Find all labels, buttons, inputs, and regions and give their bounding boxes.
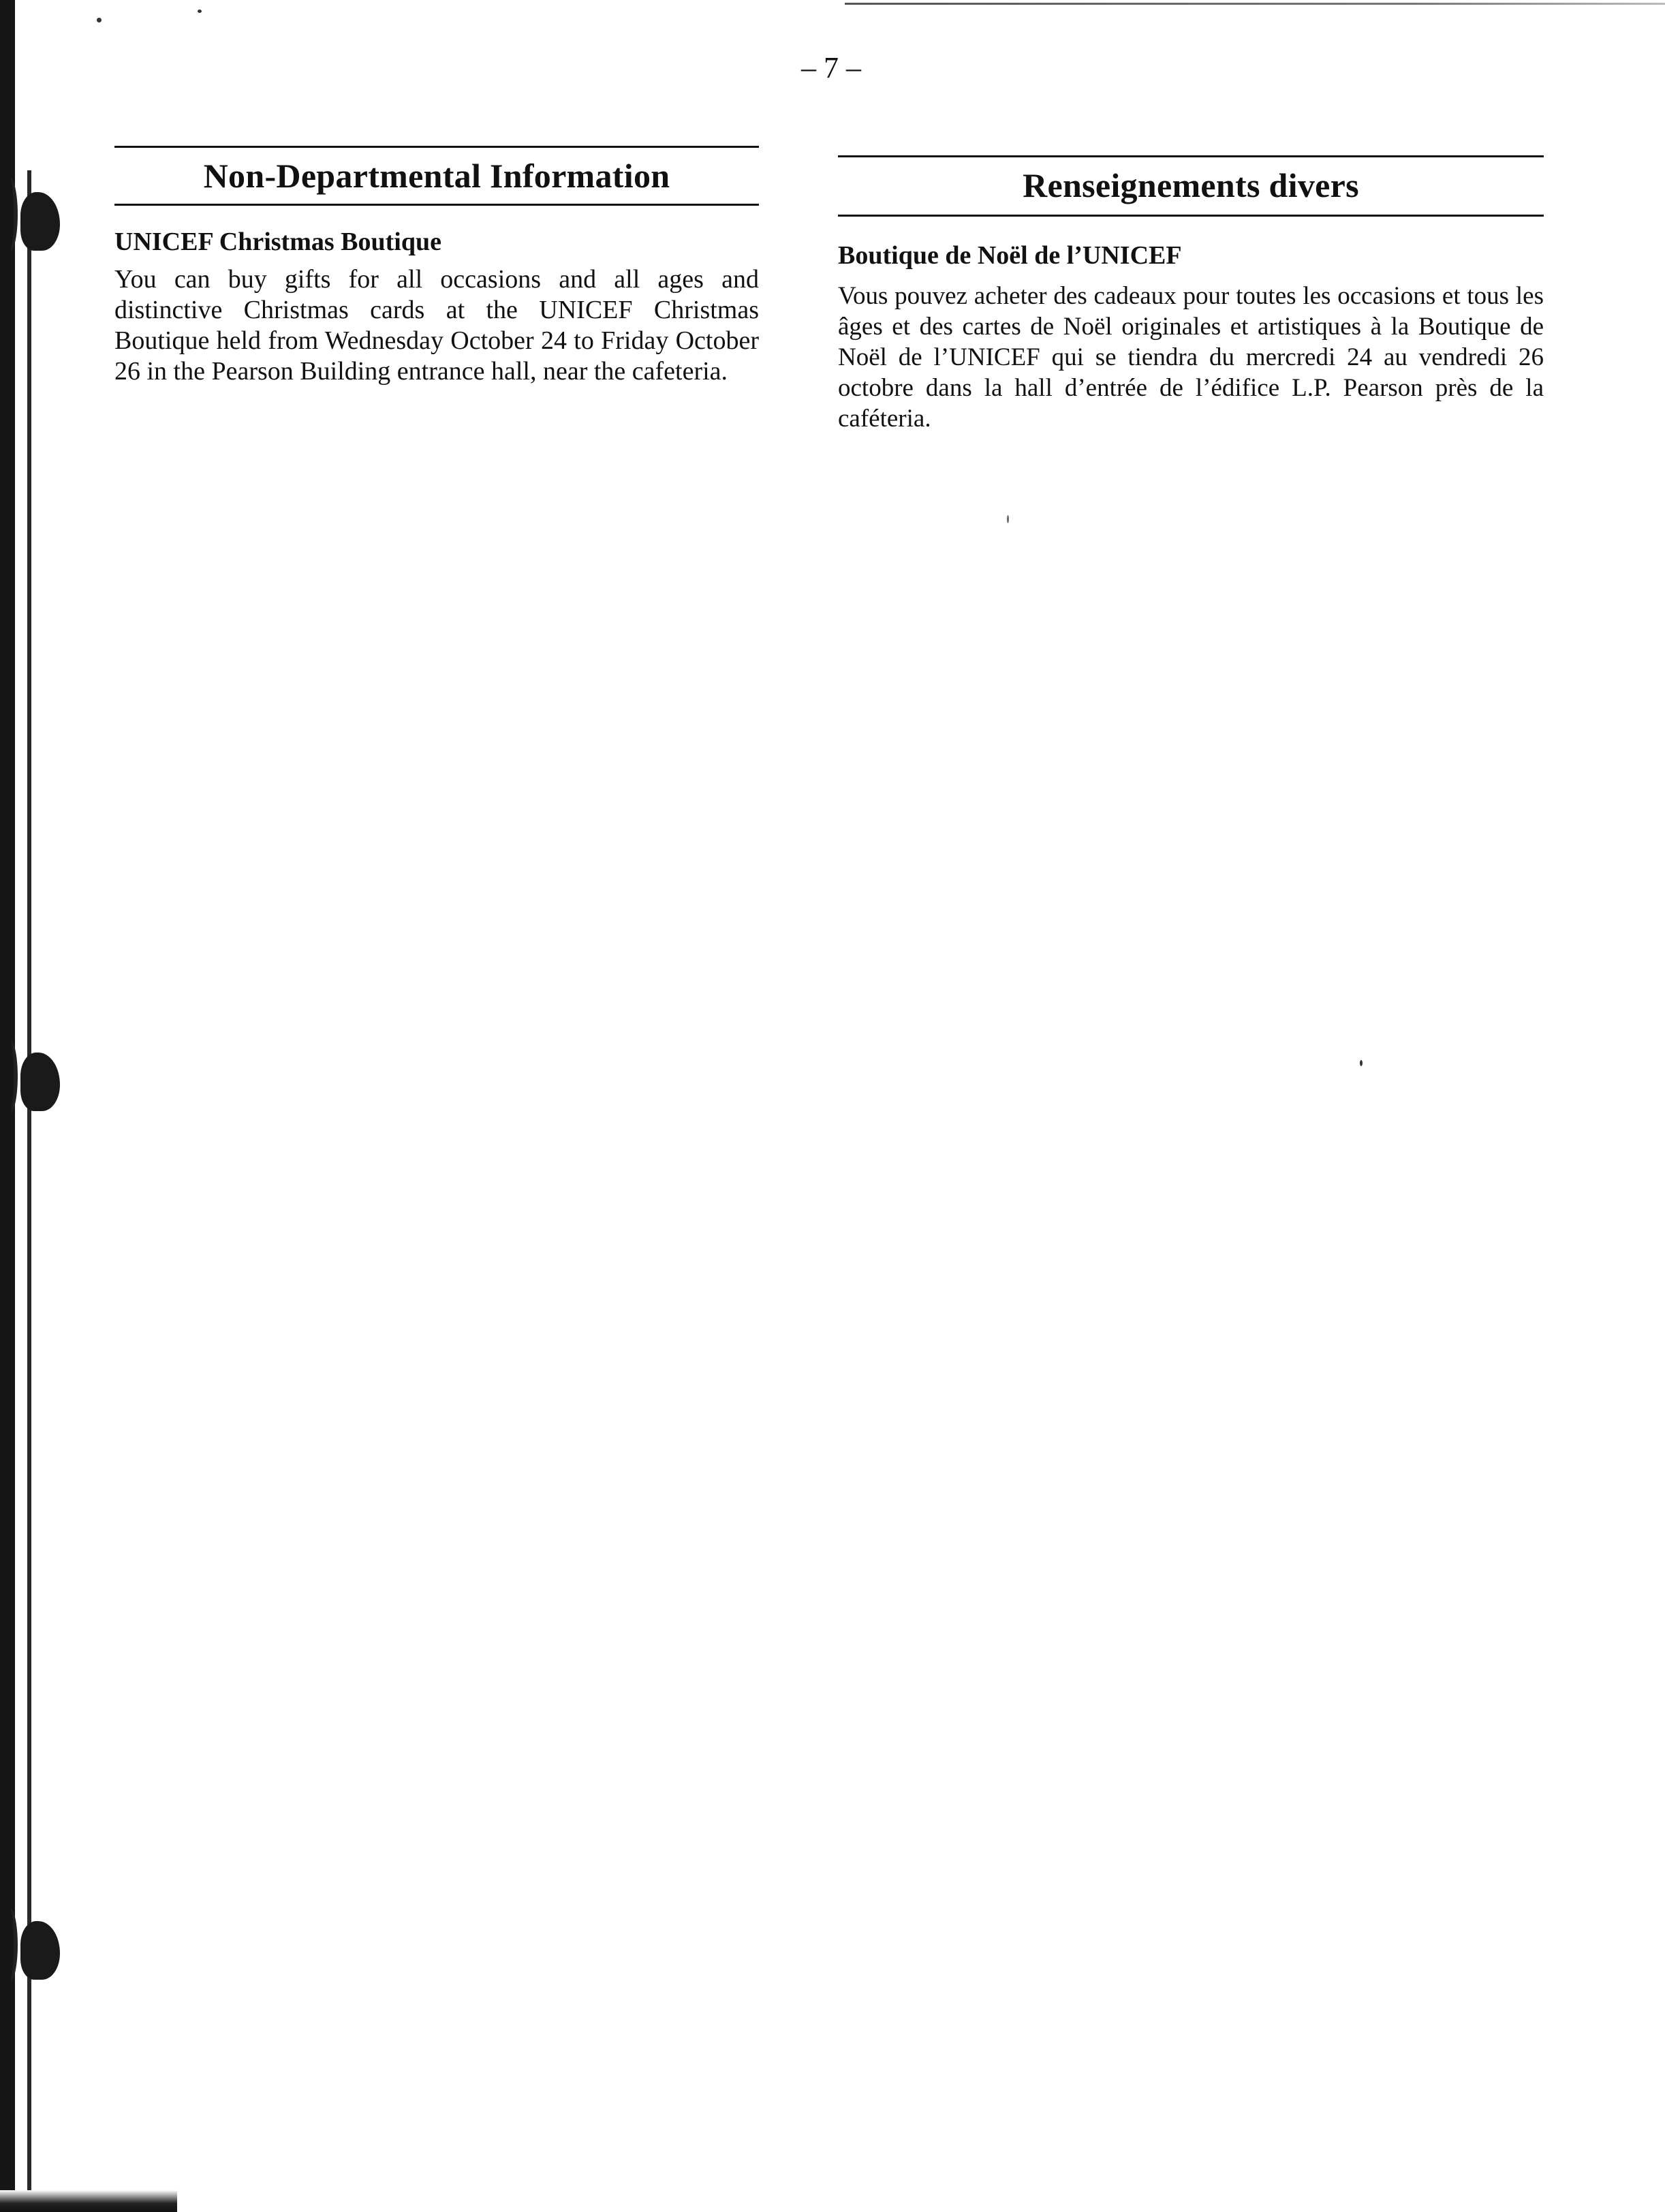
- english-section-title: Non-Departmental Information: [203, 157, 670, 195]
- binding-inner-line: [27, 170, 31, 2207]
- english-column: [114, 146, 759, 387]
- french-article-title: Boutique de Noël de l’UNICEF: [838, 241, 1182, 270]
- scan-speck: [1007, 515, 1009, 523]
- scan-speck: [97, 18, 102, 22]
- scan-speck: [1360, 1060, 1363, 1066]
- page-number: – 7 –: [801, 51, 861, 84]
- english-section-header: [114, 146, 759, 206]
- french-column: [838, 155, 1544, 434]
- binder-ring-mark: [1, 1039, 18, 1114]
- english-article-body: You can buy gifts for all occasions and all ages and distinctive Christmas cards at the UNICEF Christmas Boutique held from Wednesday October 24 to Friday October 26 in the Pearson Building entrance hall, near the cafeteria.: [114, 265, 759, 386]
- french-article-body: Vous pouvez acheter des cadeaux pour toutes les occasions et tous les âges et des cartes de Noël originales et artistiques à la Boutique de Noël de l’UNICEF qui se tiendra du mercredi 24 au vendredi 26 octobre dans la hall d’entrée de l’édifice L.P. Pearson près de la caféteria.: [838, 282, 1544, 433]
- scan-top-line: [845, 3, 1665, 5]
- punch-hole-mark: [20, 192, 60, 251]
- french-section-title: Renseignements divers: [1023, 166, 1359, 204]
- scan-speck: [198, 10, 202, 13]
- punch-hole-mark: [20, 1053, 60, 1111]
- punch-hole-mark: [20, 1921, 60, 1980]
- binder-ring-mark: [1, 177, 18, 252]
- french-section-header: [838, 155, 1544, 217]
- english-article-title: UNICEF Christmas Boutique: [114, 228, 441, 256]
- binder-ring-mark: [1, 1907, 18, 1982]
- binding-bottom-shadow: [0, 2190, 177, 2212]
